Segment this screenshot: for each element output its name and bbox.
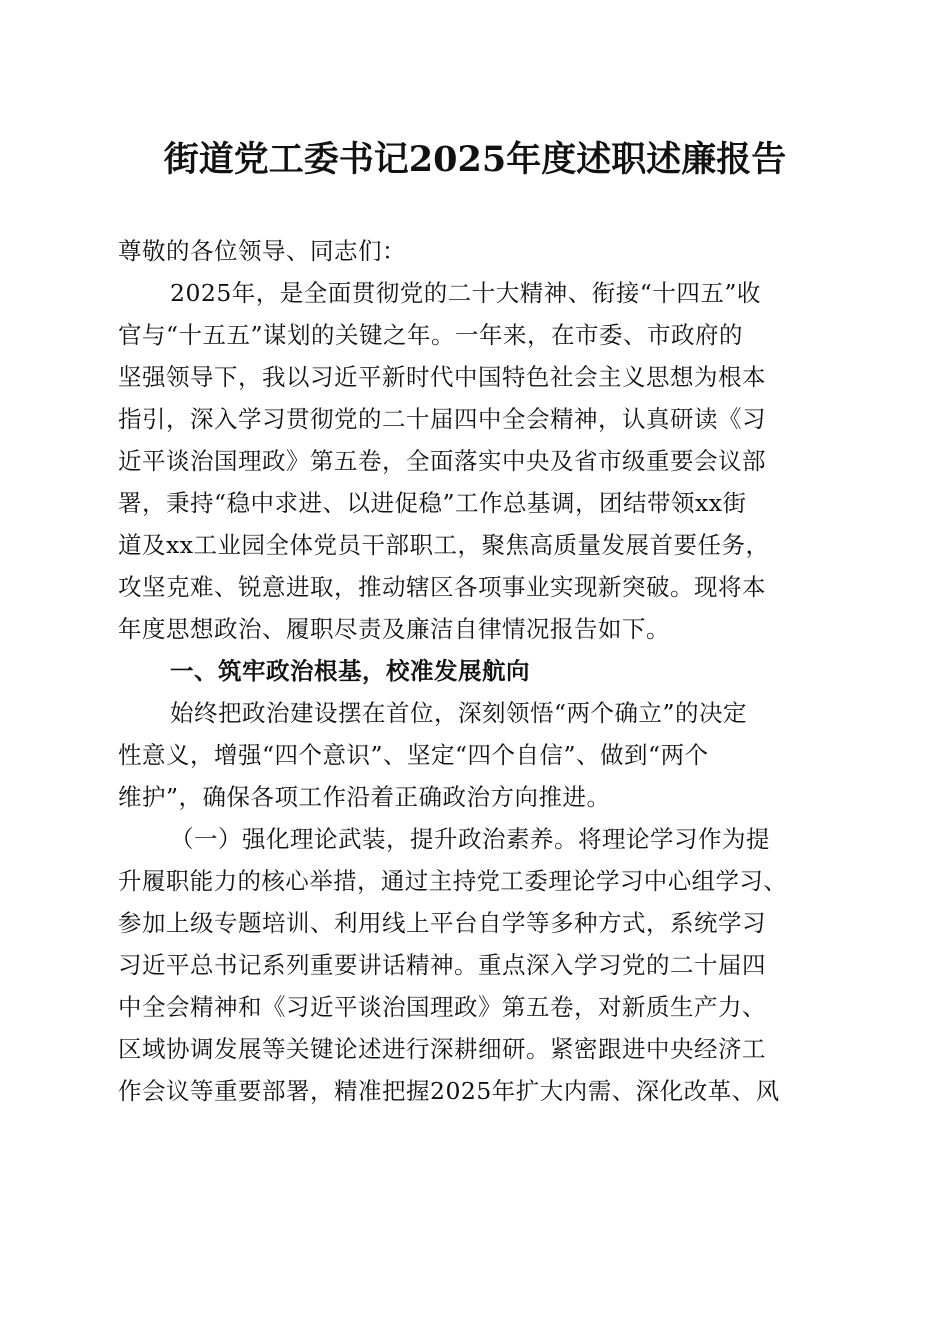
paragraph-line: 署，秉持“稳中求进、以进促稳”工作总基调，团结带领xx街 [118, 489, 747, 517]
paragraph-line: 升履职能力的核心举措，通过主持党工委理论学习中心组学习、 [118, 867, 788, 895]
paragraph-line: 官与“十五五”谋划的关键之年。一年来，在市委、市政府的 [118, 321, 744, 349]
paragraph-line: 道及xx工业园全体党员干部职工，聚焦高质量发展首要任务， [118, 531, 770, 559]
paragraph-line: 攻坚克难、锐意进取，推动辖区各项事业实现新突破。现将本 [118, 573, 766, 601]
paragraph-line: 年度思想政治、履职尽责及廉洁自律情况报告如下。 [118, 615, 670, 643]
paragraph-line: 2025年，是全面贯彻党的二十大精神、衔接“十四五”收 [170, 279, 761, 307]
paragraph-line: 参加上级专题培训、利用线上平台自学等多种方式，系统学习 [118, 909, 766, 937]
paragraph-line: 区域协调发展等关键论述进行深耕细研。紧密跟进中央经济工 [118, 1035, 766, 1063]
paragraph-line: 维护”，确保各项工作沿着正确政治方向推进。 [118, 783, 611, 811]
paragraph-line: 指引，深入学习贯彻党的二十届四中全会精神，认真研读《习 [118, 405, 766, 433]
paragraph-line: 中全会精神和《习近平谈治国理政》第五卷，对新质生产力、 [118, 993, 766, 1021]
document-body [118, 230, 830, 1112]
paragraph-line: 始终把政治建设摆在首位，深刻领悟“两个确立”的决定 [170, 699, 748, 727]
document-title: 街道党工委书记2025年度述职述廉报告 [163, 139, 787, 180]
paragraph-line: 性意义，增强“四个意识”、坚定“四个自信”、做到“两个 [118, 741, 709, 769]
paragraph-line: 作会议等重要部署，精准把握2025年扩大内需、深化改革、风 [118, 1077, 780, 1105]
salutation-line: 尊敬的各位领导、同志们： [118, 237, 406, 265]
paragraph-line: 习近平总书记系列重要讲话精神。重点深入学习党的二十届四 [118, 951, 766, 979]
paragraph-line: 坚强领导下，我以习近平新时代中国特色社会主义思想为根本 [118, 363, 766, 391]
subsection-line: （一）强化理论武装，提升政治素养。将理论学习作为提 [170, 825, 770, 853]
paragraph-line: 近平谈治国理政》第五卷，全面落实中央及省市级重要会议部 [118, 447, 766, 475]
section-heading: 一、筑牢政治根基，校准发展航向 [170, 657, 530, 685]
